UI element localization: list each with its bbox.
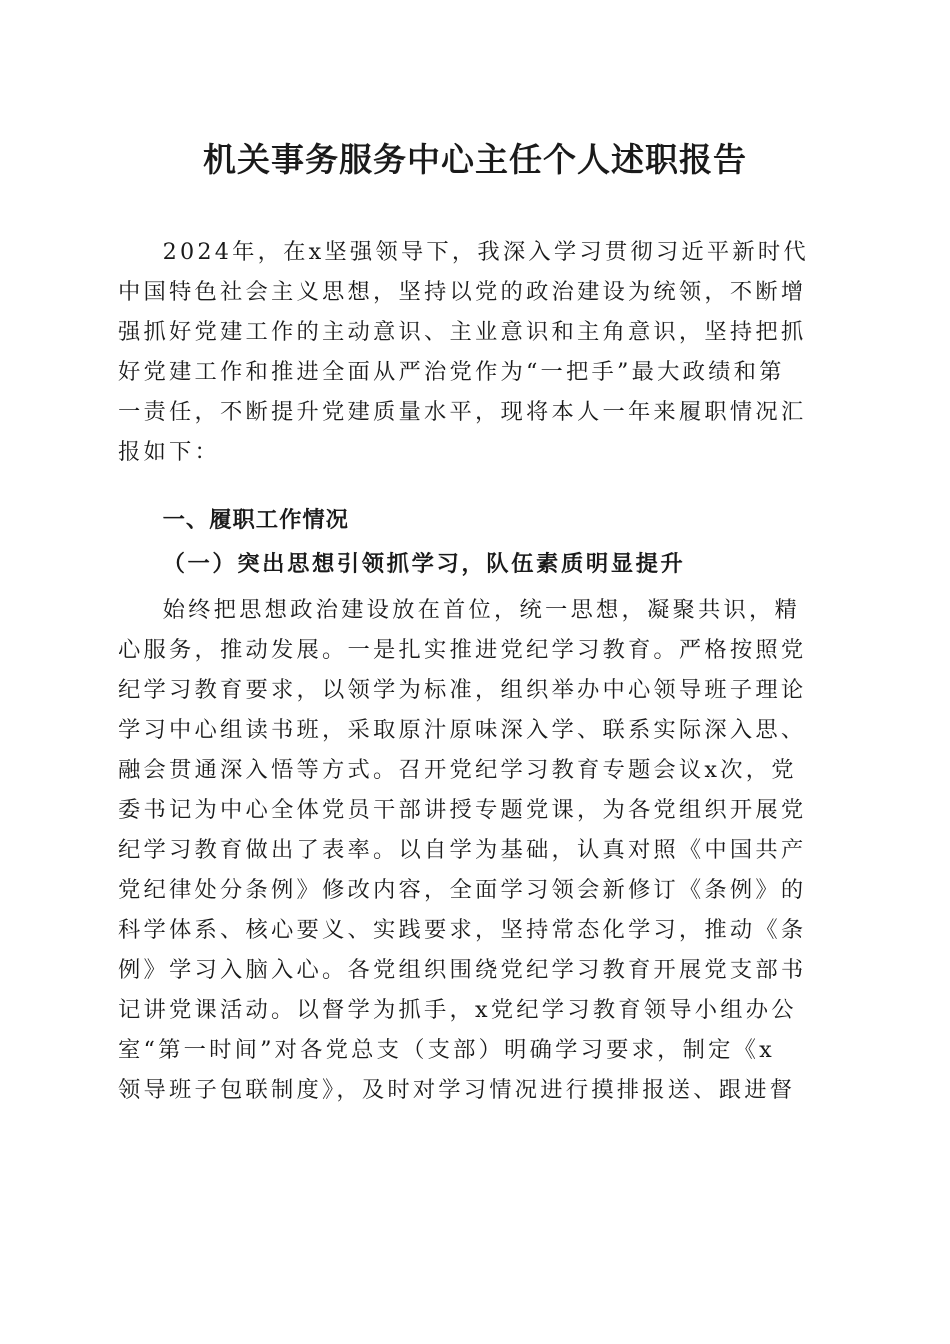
intro-line: 中国特色社会主义思想，坚持以党的政治建设为统领，不断增 [118, 279, 807, 305]
body-line: 领导班子包联制度》，及时对学习情况进行摸排报送、跟进督 [118, 1077, 796, 1103]
body-line: 记讲党课活动。以督学为抓手，x党纪学习教育领导小组办公 [118, 997, 797, 1023]
body-line: 始终把思想政治建设放在首位，统一思想，凝聚共识，精 [162, 597, 801, 623]
body-line: 心服务，推动发展。一是扎实推进党纪学习教育。严格按照党 [118, 637, 807, 663]
body-line: 室“第一时间”对各党总支（支部）明确学习要求，制定《x [118, 1037, 775, 1063]
intro-line: 2024年，在x坚强领导下，我深入学习贯彻习近平新时代 [162, 239, 809, 265]
subsection-heading: （一）突出思想引领抓学习，队伍素质明显提升 [162, 551, 686, 577]
body-line: 科学体系、核心要义、实践要求，坚持常态化学习，推动《条 [118, 917, 807, 943]
section-1 [118, 500, 832, 540]
document-title: 机关事务服务中心主任个人述职报告 [203, 140, 747, 179]
body-line: 纪学习教育要求，以领学为标准，组织举办中心领导班子理论 [118, 677, 807, 703]
intro-line: 一责任，不断提升党建质量水平，现将本人一年来履职情况汇 [118, 399, 807, 425]
intro-line: 报如下： [118, 439, 220, 465]
intro-line: 好党建工作和推进全面从严治党作为“一把手”最大政绩和第 [118, 359, 785, 385]
subsection-1 [118, 544, 832, 584]
body-line: 委书记为中心全体党员干部讲授专题党课，为各党组织开展党 [118, 797, 807, 823]
body-line: 例》学习入脑入心。各党组织围绕党纪学习教育开展党支部书 [118, 957, 807, 983]
body-line: 党纪律处分条例》修改内容，全面学习领会新修订《条例》的 [118, 877, 807, 903]
intro-paragraph [118, 232, 832, 472]
body-line: 纪学习教育做出了表率。以自学为基础，认真对照《中国共产 [118, 837, 807, 863]
section-heading: 一、履职工作情况 [162, 507, 349, 533]
body-line: 融会贯通深入悟等方式。召开党纪学习教育专题会议x次，党 [118, 757, 797, 783]
body-paragraph [118, 590, 832, 1110]
intro-line: 强抓好党建工作的主动意识、主业意识和主角意识，坚持把抓 [118, 319, 807, 345]
body-line: 学习中心组读书班，采取原汁原味深入学、联系实际深入思、 [118, 717, 807, 743]
